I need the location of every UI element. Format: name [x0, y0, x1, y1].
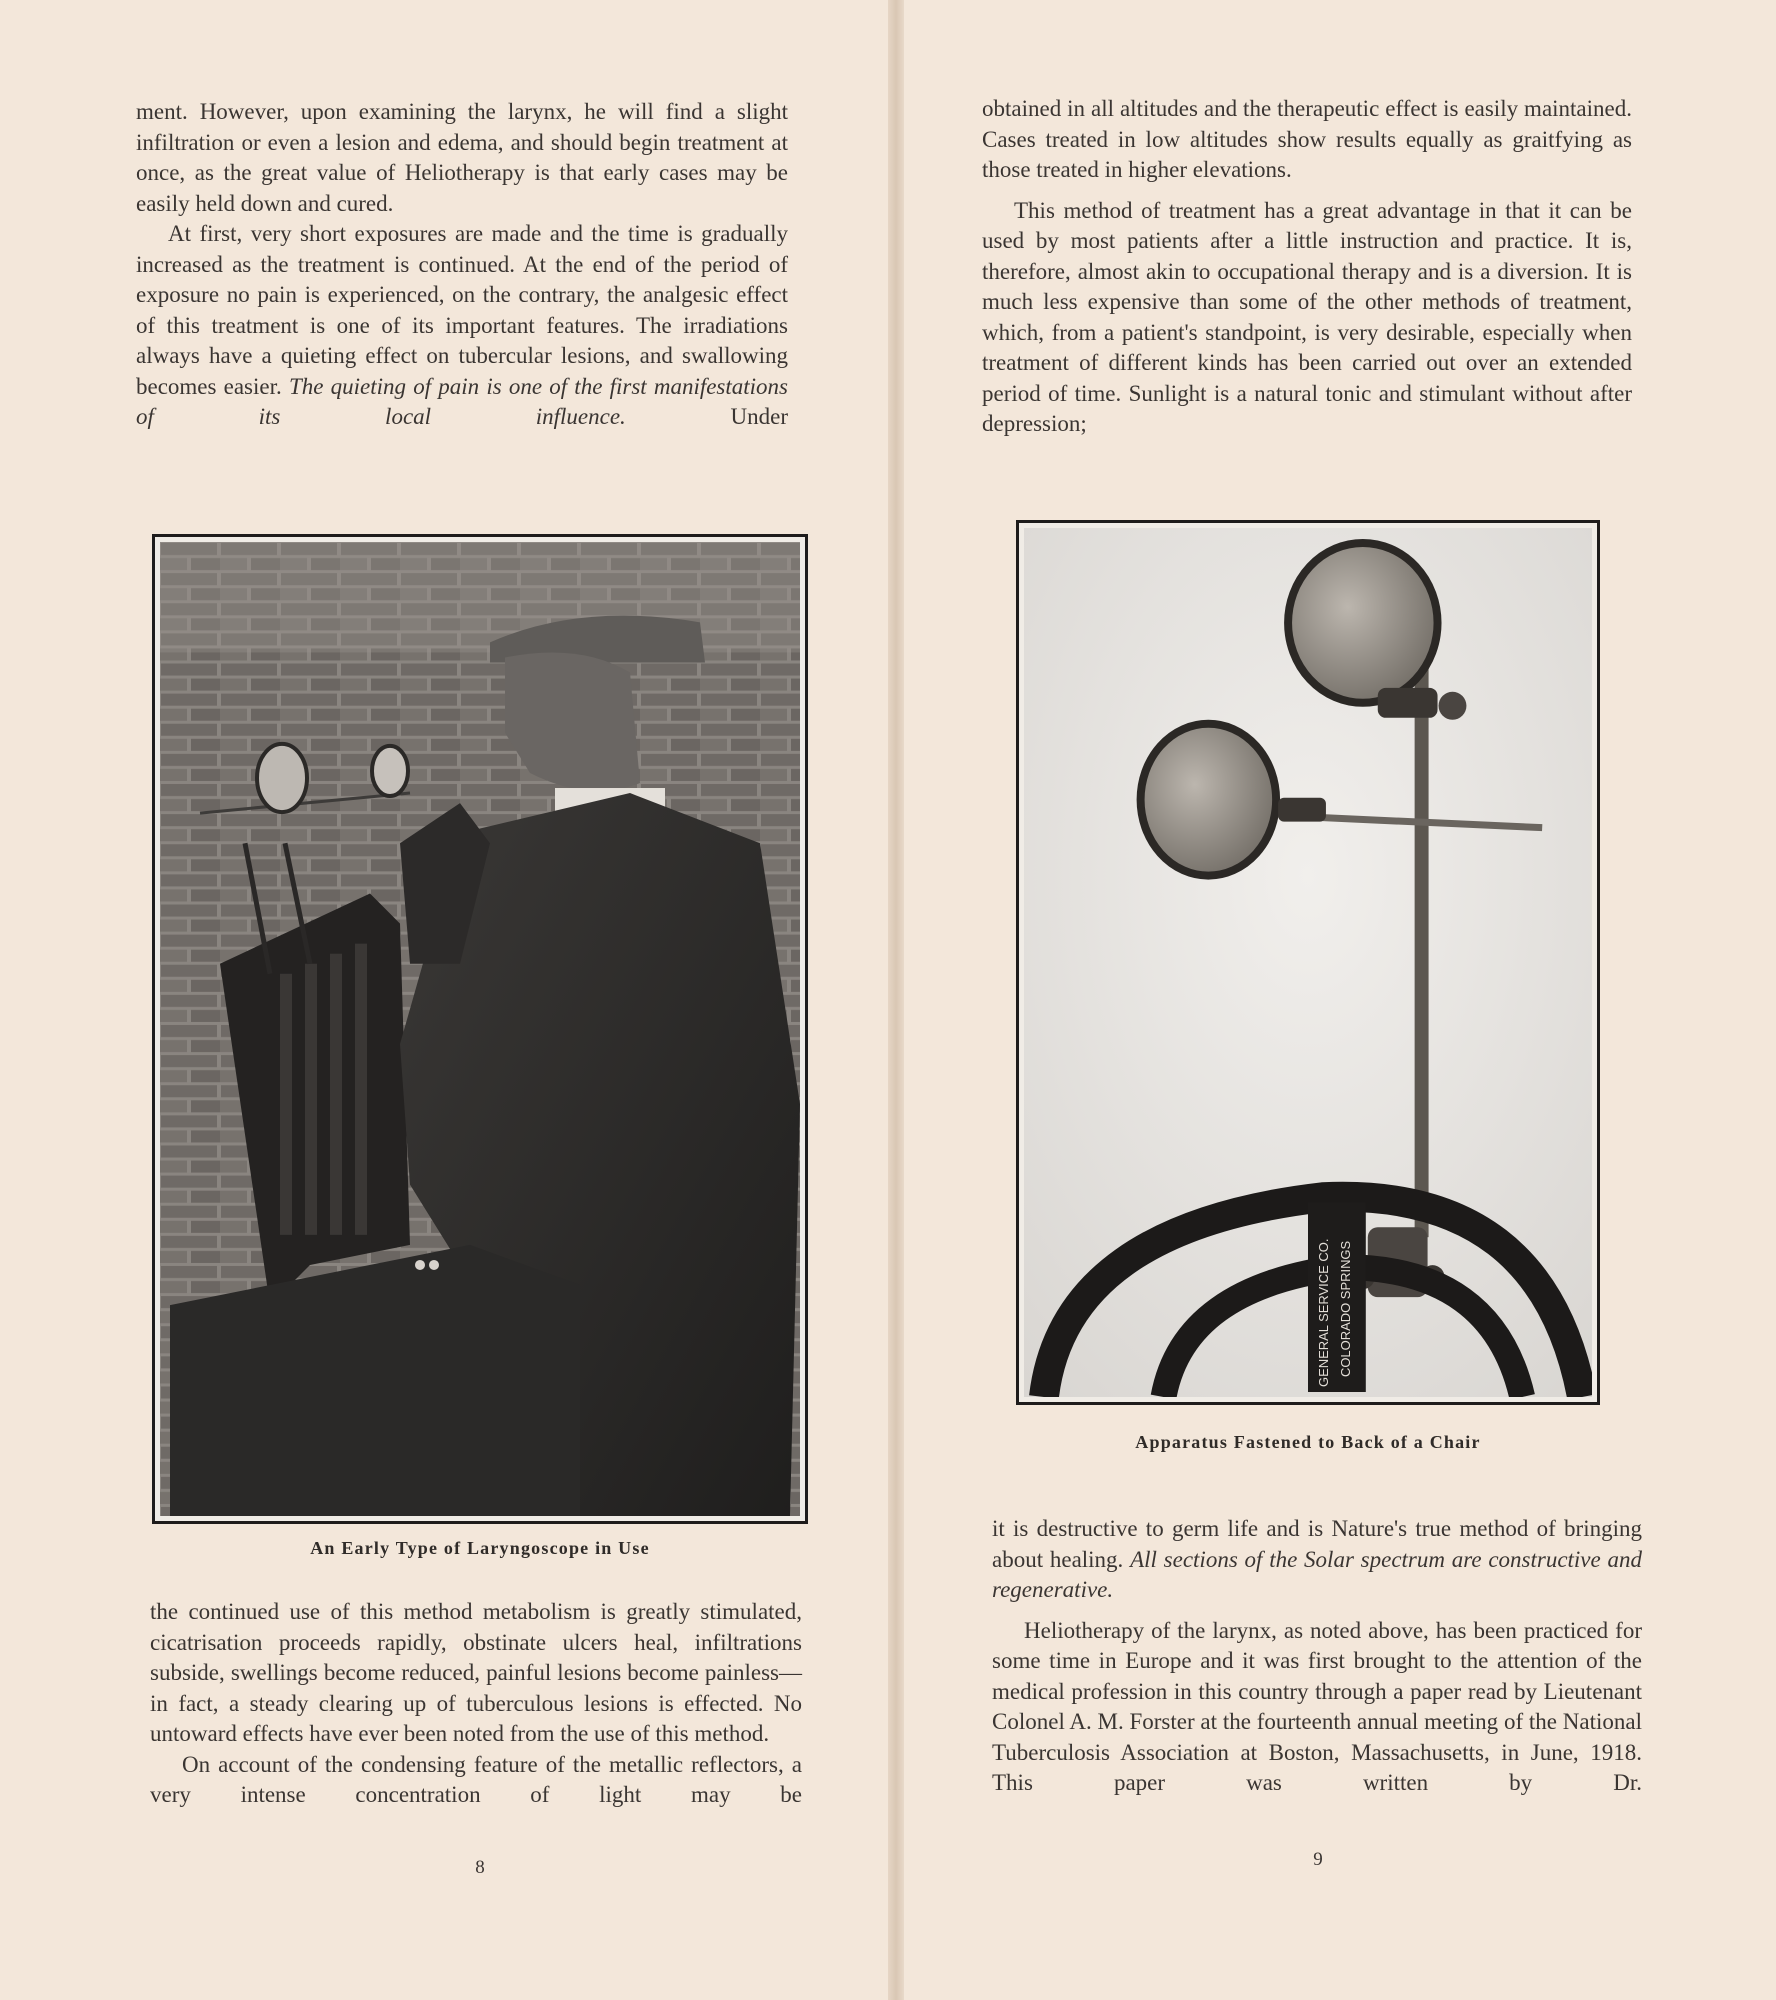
book-gutter: [888, 0, 904, 2000]
apparatus-label-line-1: GENERAL SERVICE CO.: [1315, 1238, 1331, 1388]
left-paragraph-2: [136, 219, 788, 433]
laryngoscope-photo: [152, 534, 808, 1524]
left-paragraph-2-text: At first, very short exposures are made and the time is gradually increased as the treatment is continued. At the end of the period of exposure no pain is experienced, on the contrary, the analgesic effect of this treatment is one of its important features. The irradiations always have a quieting effect on tubercular lesions, and swallowing becomes easier.: [136, 221, 788, 399]
left-text-top: [136, 97, 788, 433]
left-page-number: 8: [475, 1857, 485, 1878]
laryngoscope-photo-image: [160, 542, 800, 1516]
right-paragraph-3-text: it is destructive to germ life and is Nature's true method of bringing about healing.: [992, 1516, 1642, 1572]
right-text-top: [982, 94, 1632, 440]
apparatus-label-line-2: COLORADO SPRINGS: [1337, 1240, 1353, 1378]
right-paragraph-3: [992, 1514, 1642, 1606]
left-paragraph-2-italic: The quieting of pain is one of the first manifestations of its local influence.: [136, 373, 789, 429]
left-paragraph-3: the continued use of this method metabolism is greatly stimulated, cicatrisation proceeds rapidly, obstinate ulcers heal, infiltrations subside, swellings become reduced, painful lesions become painless—in fact, a steady clearing up of tuberculous lesions is effected. No untoward effects have ever been noted from the use of this method.: [150, 1599, 802, 1746]
right-paragraph-1: obtained in all altitudes and the therapeutic effect is easily maintained. Cases treated in low altitudes show results equally as graitfying as those treated in higher elevations.: [982, 96, 1632, 182]
page-right: [904, 0, 1776, 2000]
apparatus-photo-image: [1024, 528, 1592, 1397]
left-paragraph-1: ment. However, upon examining the larynx, he will find a slight infiltration or even a lesion and edema, and should begin treatment at once, as the great value of Heliotherapy is that early cases may be easily held down and cured.: [136, 99, 788, 216]
apparatus-photo: [1016, 520, 1600, 1405]
right-paragraph-2: This method of treatment has a great advantage in that it can be used by most patients after a little instruction and practice. It is, therefore, almost akin to occupational therapy and is a diversion. It is much less expensive than some of the other methods of treatment, which, from a patient's standpoint, is very desirable, especially when treatment of different kinds has been carried out over an extended period of time. Sunlight is a natural tonic and stimulant without after depression;: [982, 197, 1632, 436]
right-photo-caption: Apparatus Fastened to Back of a Chair: [1135, 1432, 1481, 1452]
right-text-bottom: [992, 1514, 1642, 1799]
left-photo-caption: An Early Type of Laryngoscope in Use: [310, 1538, 650, 1558]
right-page-number: 9: [1313, 1849, 1323, 1870]
right-paragraph-3-italic: All sections of the Solar spectrum are constructive and regenerative.: [992, 1546, 1642, 1602]
left-paragraph-4: On account of the condensing feature of the metallic reflectors, a very intense concentration of light may be: [150, 1751, 802, 1807]
left-text-bottom: [150, 1597, 802, 1811]
right-paragraph-4: Heliotherapy of the larynx, as noted above, has been practiced for some time in Europe and it was first brought to the attention of the medical profession in this country through a paper read by Lieutenant Colonel A. M. Forster at the fourteenth annual meeting of the National Tuberculosis Association at Boston, Massachusetts, in June, 1918. This paper was written by Dr.: [992, 1617, 1642, 1795]
left-paragraph-2-end: Under: [730, 404, 789, 429]
